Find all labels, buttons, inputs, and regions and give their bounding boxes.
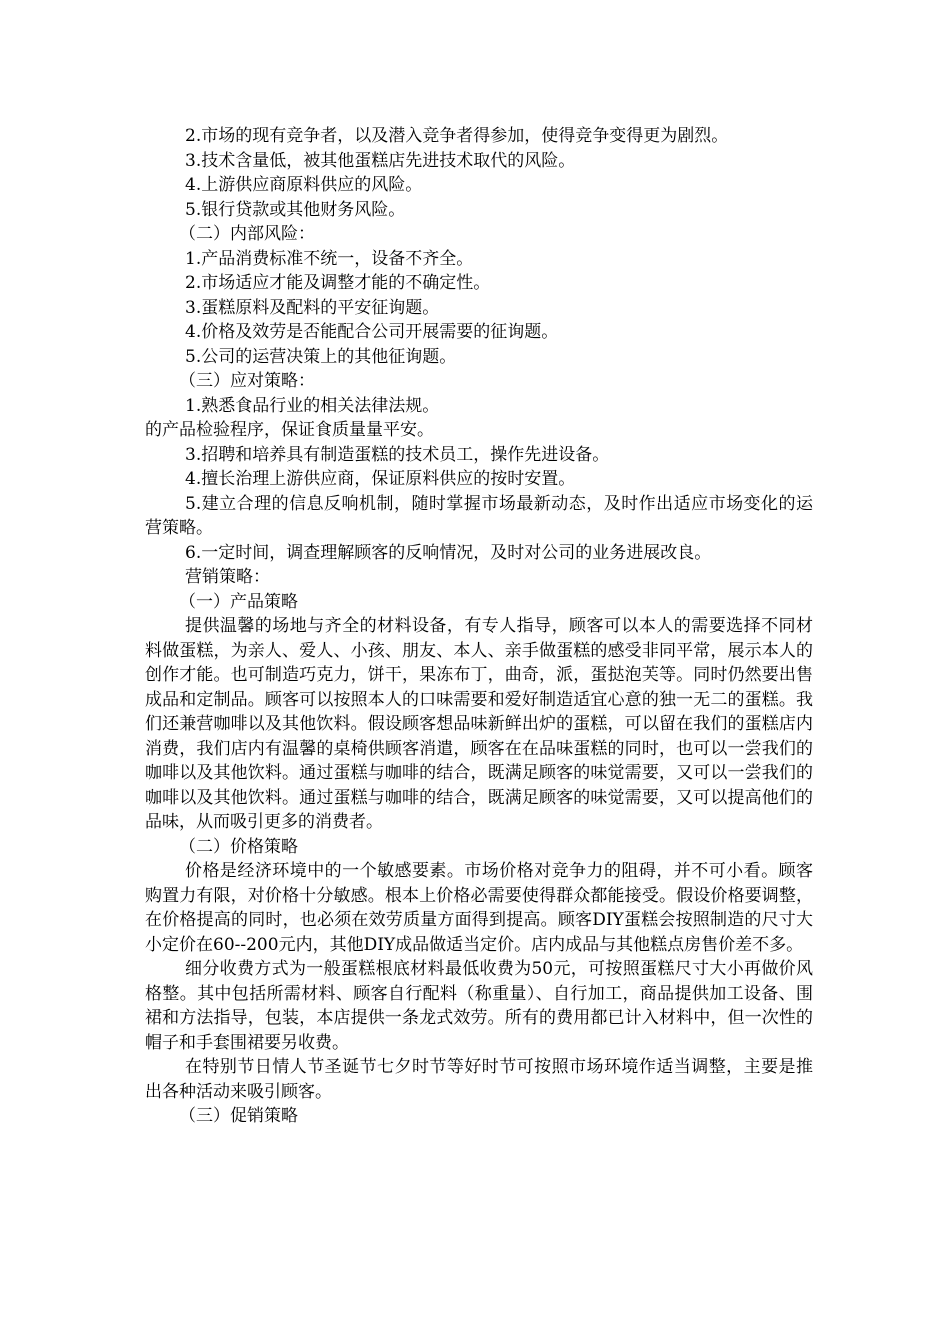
internal-risks-heading: （二）内部风险： [179, 224, 315, 244]
countermeasure-item: 3.招聘和培养具有制造蛋糕的技术员工，操作先进设备。 [185, 444, 610, 465]
countermeasure-item: 5.建立合理的信息反响机制，随时掌握市场最新动态，及时作出适应市场变化的运营策略。 [145, 493, 813, 538]
marketing-heading: 营销策略： [185, 567, 270, 587]
external-risk-item: 2.市场的现有竞争者，以及潜入竞争者得参加，使得竞争变得更为剧烈。 [185, 126, 729, 146]
price-strategy-paragraph: 价格是经济环境中的一个敏感要素。市场价格对竞争力的阻碍，并不可小看。顾客购置力有限，对价格十分敏感。根本上价格必需要使得群众都能接受。假设价格要调整，在价格提高的同时，也必须在效劳质量方面得到提高。顾客DIY蛋糕会按照制造的尺寸大小定价在60--200元内，其他DIY成品做适当定价。店内成品与其他糕点房售价差不多。 [145, 861, 813, 955]
internal-risk-item: 4.价格及效劳是否能配合公司开展需要的征询题。 [185, 322, 559, 342]
product-strategy-heading: （一）产品策略 [179, 591, 298, 612]
price-strategy-paragraph: 细分收费方式为一般蛋糕根底材料最低收费为50元，可按照蛋糕尺寸大小再做价风格整。其中包括所需材料、顾客自行配料（称重量）、自行加工，商品提供加工设备、围裙和方法指导，包装，本店提供一条龙式效劳。所有的费用都已计入材料中，但一次性的帽子和手套围裙要另收费。 [145, 959, 813, 1053]
internal-risk-item: 1.产品消费标准不统一，设备不齐全。 [185, 248, 474, 269]
countermeasure-item: 6.一定时间，调查理解顾客的反响情况，及时对公司的业务进展改良。 [185, 542, 712, 563]
internal-risk-item: 3.蛋糕原料及配料的平安征询题。 [185, 297, 440, 318]
internal-risk-item: 5.公司的运营决策上的其他征询题。 [185, 346, 457, 367]
product-strategy-paragraph: 提供温馨的场地与齐全的材料设备，有专人指导，顾客可以本人的需要选择不同材料做蛋糕，为亲人、爱人、小孩、朋友、本人、亲手做蛋糕的感受非同平常，展示本人的创作才能。也可制造巧克力，饼干，果冻布丁，曲奇，派，蛋挞泡芙等。同时仍然要出售成品和定制品。顾客可以按照本人的口味需要和爱好制造适宜心意的独一无二的蛋糕。我们还兼营咖啡以及其他饮料。假设顾客想品味新鲜出炉的蛋糕，可以留在我们的蛋糕店内消费，我们店内有温馨的桌椅供顾客消遣，顾客在在品味蛋糕的同时，也可以一尝我们的咖啡以及其他饮料。通过蛋糕与咖啡的结合，既满足顾客的味觉需要，又可以一尝我们的咖啡以及其他饮料。通过蛋糕与咖啡的结合，既满足顾客的味觉需要，又可以提高他们的品味，从而吸引更多的消费者。 [145, 616, 813, 832]
promotion-strategy-heading: （三）促销策略 [179, 1106, 298, 1126]
external-risk-item: 4.上游供应商原料供应的风险。 [185, 175, 423, 195]
countermeasure-item: 4.擅长治理上游供应商，保证原料供应的按时安置。 [185, 469, 576, 489]
countermeasure-item: 1.熟悉食品行业的相关法律法规。 [185, 395, 440, 416]
external-risk-item: 5.银行贷款或其他财务风险。 [185, 199, 406, 220]
internal-risk-item: 2.市场适应才能及调整才能的不确定性。 [185, 273, 491, 293]
external-risk-item: 3.技术含量低，被其他蛋糕店先进技术取代的风险。 [185, 150, 576, 171]
price-strategy-paragraph: 在特别节日情人节圣诞节七夕时节等好时节可按照市场环境作适当调整，主要是推出各种活动来吸引顾客。 [145, 1057, 813, 1102]
document-page [145, 124, 813, 1129]
countermeasure-item-continuation: 的产品检验程序，保证食质量量平安。 [145, 420, 434, 440]
price-strategy-heading: （二）价格策略 [179, 836, 298, 857]
countermeasures-heading: （三）应对策略： [179, 371, 315, 391]
